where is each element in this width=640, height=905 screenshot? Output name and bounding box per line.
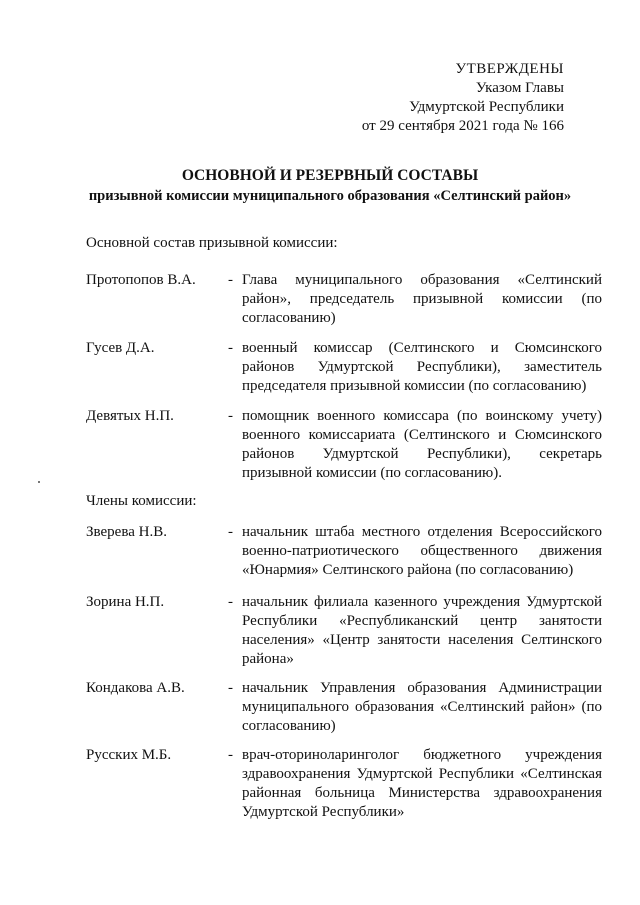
member-name: Гусев Д.А. <box>86 340 155 356</box>
member-name: Зверева Н.В. <box>86 524 167 540</box>
approval-stamp <box>362 60 564 136</box>
member-description: начальник штаба местного отделения Всероссийского военно-патриотического общественного движения «Юнармия» Селтинского района (по согласованию) <box>242 524 602 578</box>
member-name: Протопопов В.А. <box>86 272 196 288</box>
approval-head: УТВЕРЖДЕНЫ <box>455 61 564 77</box>
member-dash: - <box>228 272 233 288</box>
member-dash: - <box>228 680 233 696</box>
member-dash: - <box>228 408 233 424</box>
member-name: Русских М.Б. <box>86 747 172 763</box>
scan-speck <box>38 481 40 483</box>
member-name: Кондакова А.В. <box>86 680 185 696</box>
member-description: военный комиссар (Селтинского и Сюмсинского районов Удмуртской Республики), заместитель председателя призывной комиссии (по согласованию) <box>242 340 602 394</box>
approval-line-3: от 29 сентября 2021 года № 166 <box>361 118 564 134</box>
member-name: Зорина Н.П. <box>86 594 165 610</box>
title-sub: призывной комиссии муниципального образования «Селтинский район» <box>88 188 572 204</box>
member-dash: - <box>228 340 233 356</box>
member-description: начальник филиала казенного учреждения Удмуртской Республики «Республиканский центр занятости населения» «Центр занятости населения Селтинского района» <box>242 594 602 667</box>
member-dash: - <box>228 594 233 610</box>
document-title <box>60 166 600 206</box>
member-dash: - <box>228 747 233 763</box>
main-composition-label: Основной состав призывной комиссии: <box>86 235 338 251</box>
member-description: начальник Управления образования Администрации муниципального образования «Селтинский район» (по согласованию) <box>242 680 602 734</box>
title-main: ОСНОВНОЙ И РЕЗЕРВНЫЙ СОСТАВЫ <box>181 167 479 184</box>
member-description: помощник военного комиссара (по воинскому учету) военного комиссариата (Селтинского и Сюмсинского районов Удмуртской Республики), секретарь призывной комиссии (по согласованию). <box>242 408 602 481</box>
member-description: врач-оториноларинголог бюджетного учреждения здравоохранения Удмуртской Республики «Селтинская районная больница Министерства здравоохранения Удмуртской Республики» <box>242 747 602 820</box>
member-name: Девятых Н.П. <box>86 408 174 424</box>
approval-line-1: Указом Главы <box>475 80 564 96</box>
member-description: Глава муниципального образования «Селтинский район», председатель призывной комиссии (по согласованию) <box>242 272 602 326</box>
approval-line-2: Удмуртской Республики <box>409 99 564 115</box>
members-label: Члены комиссии: <box>86 493 197 509</box>
member-dash: - <box>228 524 233 540</box>
